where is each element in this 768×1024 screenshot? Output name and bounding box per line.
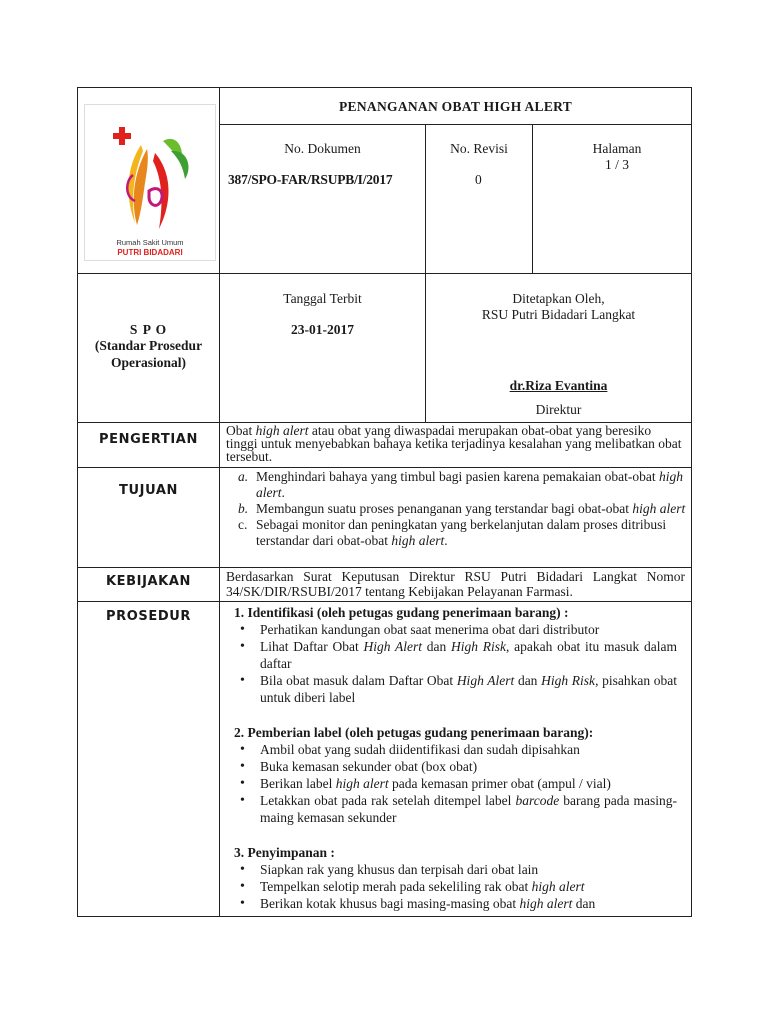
kebijakan-label-cell xyxy=(78,568,220,602)
prosedur-step2-item3 xyxy=(260,775,677,792)
kebijakan-text: Berdasarkan Surat Keputusan Direktur RSU Putri Bidadari Langkat Nomor 34/SK/DIR/RSUBI/2017 tentang Kebijakan Pelayanan Farmasi. xyxy=(220,568,692,602)
spo-label-line2: (Standar Prosedur xyxy=(94,338,203,353)
tanggal-terbit-value: 23-01-2017 xyxy=(291,322,354,337)
document-title: PENANGANAN OBAT HIGH ALERT xyxy=(220,88,692,125)
prosedur-step1-list xyxy=(228,621,677,706)
s1-i2-e: , apakah obat itu masuk dalam daftar xyxy=(260,639,678,671)
tujuan-a-post: . xyxy=(281,485,285,500)
tujuan-a-italic: high alert xyxy=(256,469,683,500)
ditetapkan-cell xyxy=(426,274,692,423)
tujuan-marker-c: c. xyxy=(238,517,248,532)
pengertian-post: atau obat yang diwaspadai merupakan obat-obat yang beresiko tinggi untuk menyebabkan bahaya ketika terjadinya kesalahan yang melibatkan obat tersebut. xyxy=(226,423,682,464)
prosedur-step1-item3 xyxy=(260,672,677,706)
tujuan-list-cell xyxy=(220,468,692,568)
tujuan-a-pre: Menghindari bahaya yang timbul bagi pasien karena pemakaian obat-obat xyxy=(256,469,656,484)
s1-i3-a: Bila obat masuk dalam Daftar Obat xyxy=(260,673,454,688)
no-revisi-value: 0 xyxy=(475,172,482,187)
pengertian-pre: Obat xyxy=(226,423,253,438)
tujuan-c-post: . xyxy=(444,533,448,548)
prosedur-label: PROSEDUR xyxy=(106,609,191,624)
s2-i4-c: barang pada masing-maing kemasan sekunder xyxy=(260,793,678,825)
ditetapkan-org: RSU Putri Bidadari Langkat xyxy=(481,307,636,322)
hospital-logo-icon xyxy=(85,105,215,260)
prosedur-content xyxy=(220,602,692,917)
s2-i3-c: pada kemasan primer obat (ampul / vial) xyxy=(391,776,611,791)
tujuan-c-pre: Sebagai monitor dan peningkatan yang berkelanjutan dalam proses ditribusi terstandar dari obat-obat xyxy=(256,517,667,548)
no-dokumen-value: 387/SPO-FAR/RSUPB/I/2017 xyxy=(228,172,393,187)
prosedur-step1-item1: • Perhatikan kandungan obat saat menerima obat dari distributor xyxy=(260,621,677,638)
s1-i2-a: Lihat Daftar Obat xyxy=(260,639,359,654)
s1-i2-c: dan xyxy=(426,639,447,654)
prosedur-step2-list xyxy=(228,741,677,826)
s3-i3-b: high alert xyxy=(519,896,573,911)
s3-i2-a: Tempelkan selotip merah pada sekeliling rak obat xyxy=(260,879,529,894)
hospital-logo xyxy=(84,104,216,261)
prosedur-step2-item1: • Ambil obat yang sudah diidentifikasi dan sudah dipisahkan xyxy=(260,741,677,758)
halaman-cell xyxy=(533,125,692,274)
tujuan-list xyxy=(220,469,691,549)
tanggal-terbit-label: Tanggal Terbit xyxy=(283,291,362,306)
tujuan-b-pre: Membangun suatu proses penanganan yang terstandar bagi obat-obat xyxy=(256,501,630,516)
prosedur-step2-item2: • Buka kemasan sekunder obat (box obat) xyxy=(260,758,677,775)
s1-i2-d: High Risk xyxy=(450,639,506,654)
logo-text-2: PUTRI BIDADARI xyxy=(117,248,183,257)
tujuan-item-c xyxy=(220,517,691,549)
prosedur-label-cell xyxy=(78,602,220,917)
pengertian-label: PENGERTIAN xyxy=(99,432,198,447)
s3-i3-c: dan xyxy=(575,896,596,911)
prosedur-step2-title: 2. Pemberian label (oleh petugas gudang penerimaan barang): xyxy=(234,725,594,740)
tujuan-label: TUJUAN xyxy=(119,483,178,498)
signer-title: Direktur xyxy=(535,402,582,417)
prosedur-step3-item1: • Siapkan rak yang khusus dan terpisah dari obat lain xyxy=(260,861,677,878)
pengertian-italic: high alert xyxy=(255,423,309,438)
spo-label: S P O xyxy=(129,322,168,337)
s1-i3-c: dan xyxy=(517,673,538,688)
logo-cell xyxy=(78,88,220,274)
pengertian-label-cell xyxy=(78,423,220,468)
tujuan-item-b xyxy=(220,501,691,517)
prosedur-step3-item3 xyxy=(260,895,677,912)
tujuan-marker-a: a. xyxy=(238,469,249,484)
prosedur-step2-item4 xyxy=(260,792,677,826)
spo-document-table xyxy=(77,87,692,917)
s1-i3-b: High Alert xyxy=(456,673,515,688)
no-revisi-cell xyxy=(426,125,533,274)
logo-text-1: Rumah Sakit Umum xyxy=(116,238,184,247)
s2-i4-b: barcode xyxy=(515,793,560,808)
no-dokumen-cell xyxy=(220,125,426,274)
tanggal-terbit-cell xyxy=(220,274,426,423)
tujuan-item-a xyxy=(220,469,691,501)
tujuan-b-italic: high alert xyxy=(632,501,686,516)
s2-i3-a: Berikan label xyxy=(260,776,333,791)
prosedur-step3-title: 3. Penyimpanan : xyxy=(234,845,335,860)
spo-label-line3: Operasional) xyxy=(110,355,186,370)
tujuan-marker-b: b. xyxy=(238,501,249,516)
signer-name: dr.Riza Evantina xyxy=(509,378,608,393)
no-dokumen-label: No. Dokumen xyxy=(284,141,361,156)
s1-i3-d: High Risk xyxy=(541,673,596,688)
ditetapkan-label: Ditetapkan Oleh, xyxy=(512,291,605,306)
spo-label-cell xyxy=(78,274,220,423)
s2-i3-b: high alert xyxy=(335,776,389,791)
s3-i3-a: Berikan kotak khusus bagi masing-masing obat xyxy=(260,896,517,911)
prosedur-step3-item2 xyxy=(260,878,677,895)
s2-i4-a: Letakkan obat pada rak setelah ditempel label xyxy=(260,793,512,808)
prosedur-step1-item2 xyxy=(260,638,677,672)
tujuan-label-cell xyxy=(78,468,220,568)
s1-i3-e: , pisahkan obat untuk diberi label xyxy=(260,673,678,705)
no-revisi-label: No. Revisi xyxy=(450,141,508,156)
s3-i2-b: high alert xyxy=(531,879,585,894)
tujuan-c-italic: high alert xyxy=(391,533,445,548)
halaman-value: 1 / 3 xyxy=(605,157,630,172)
pengertian-text xyxy=(220,423,692,468)
prosedur-step1-title: 1. Identifikasi (oleh petugas gudang penerimaan barang) : xyxy=(234,605,569,620)
prosedur-step3-list xyxy=(228,861,677,912)
s1-i2-b: High Alert xyxy=(363,639,422,654)
kebijakan-label: KEBIJAKAN xyxy=(105,574,191,589)
halaman-label: Halaman xyxy=(592,141,642,156)
